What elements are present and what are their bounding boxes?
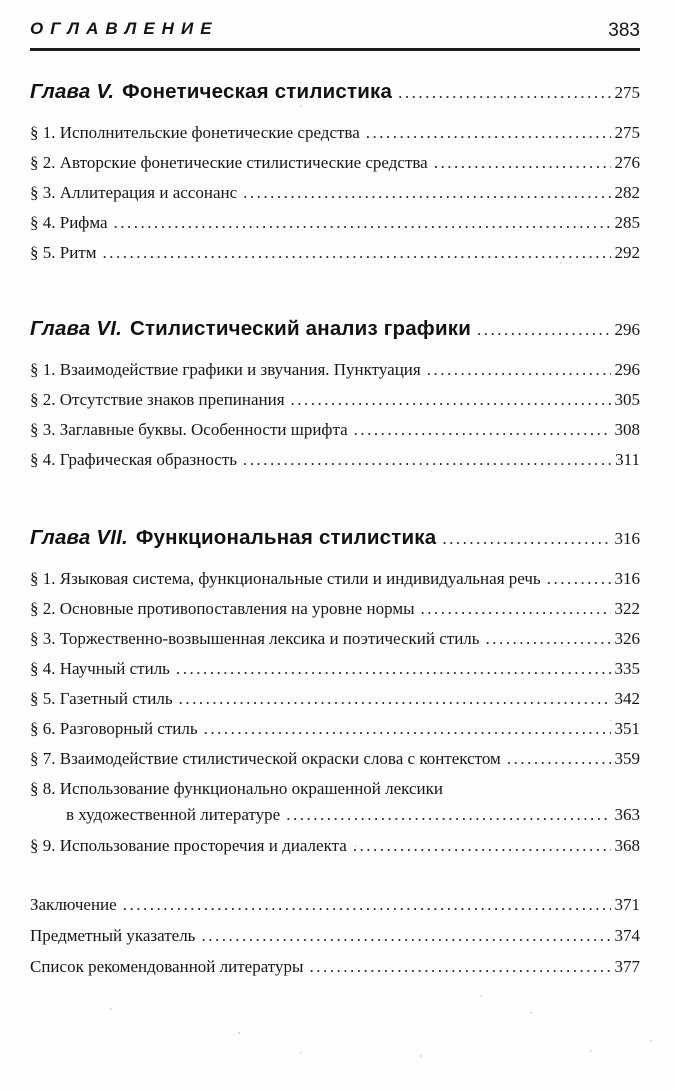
entry-page-ref: 351 [614, 719, 640, 738]
entry-title: Графическая образность [59, 450, 238, 469]
toc-entry [30, 714, 640, 744]
entry-page-ref: 359 [614, 749, 640, 768]
chapter-heading-row [30, 523, 640, 554]
chapter-page-ref: 275 [614, 83, 640, 102]
entry-label: § 3. [30, 420, 56, 439]
back-matter-list [30, 889, 640, 982]
entry-label: § 2. [30, 153, 56, 172]
entry-title: Научный стиль [59, 659, 170, 678]
toc-entry [30, 208, 640, 238]
back-matter-title: Список рекомендованной литературы [30, 957, 304, 976]
entry-page-ref: 282 [614, 183, 640, 202]
toc-entry [30, 654, 640, 684]
back-matter-title: Предметный указатель [30, 926, 196, 945]
chapter-heading-row [30, 314, 640, 345]
entry-page-ref: 292 [614, 243, 640, 262]
dot-leader [366, 118, 611, 148]
entry-title: Ритм [59, 243, 97, 262]
dot-leader [103, 238, 611, 268]
entry-title: Отсутствие знаков препинания [59, 390, 285, 409]
toc-entry-line [30, 355, 640, 385]
entry-title: Взаимодействие графики и звучания. Пунктуация [59, 360, 421, 379]
chapter-page-ref: 296 [614, 320, 640, 339]
dot-leader [547, 564, 611, 594]
entry-page-ref: 316 [614, 569, 640, 588]
toc-chapters [30, 77, 640, 861]
toc-entry-line [30, 684, 640, 714]
toc-entry-line [30, 594, 640, 624]
entry-label: § 5. [30, 689, 56, 708]
dot-leader [114, 208, 611, 238]
toc-entry [30, 178, 640, 208]
toc-chapter-group [30, 314, 640, 475]
entry-title: Аллитерация и ассонанс [59, 183, 238, 202]
back-matter-title: Заключение [30, 895, 117, 914]
toc-entry [30, 148, 640, 178]
toc-chapter-group [30, 523, 640, 861]
toc-entry-line [30, 831, 640, 861]
entry-title: Заглавные буквы. Особенности шрифта [59, 420, 348, 439]
dot-leader [243, 445, 611, 475]
dot-leader [421, 594, 611, 624]
chapter-entries [30, 564, 640, 861]
entry-page-ref: 342 [614, 689, 640, 708]
dot-leader [442, 524, 610, 554]
toc-entry [30, 385, 640, 415]
toc-entry [30, 118, 640, 148]
entry-page-ref: 335 [614, 659, 640, 678]
toc-entry-line [30, 445, 640, 475]
toc-entry-line [30, 564, 640, 594]
toc-entry-line [30, 385, 640, 415]
entry-title: Использование функционально окрашенной лексики [59, 779, 444, 798]
entry-page-ref: 276 [614, 153, 640, 172]
entry-title: Разговорный стиль [59, 719, 198, 738]
entry-title: Рифма [59, 213, 108, 232]
toc-entry [30, 594, 640, 624]
entry-page-ref: 322 [614, 599, 640, 618]
back-matter-entry [30, 889, 640, 920]
toc-entry-line [30, 415, 640, 445]
back-matter-page-ref: 374 [614, 926, 640, 945]
toc-entry [30, 564, 640, 594]
back-matter-page-ref: 377 [614, 957, 640, 976]
toc-entry-line [30, 654, 640, 684]
entry-label: § 1. [30, 569, 56, 588]
dot-leader [477, 315, 610, 345]
entry-title: Языковая система, функциональные стили и индивидуальная речь [59, 569, 541, 588]
chapter-title: Функциональная стилистика [135, 526, 437, 549]
entry-page-ref: 275 [614, 123, 640, 142]
dot-leader [354, 415, 611, 445]
toc-entry [30, 624, 640, 654]
entry-page-ref: 326 [614, 629, 640, 648]
dot-leader [123, 889, 611, 920]
entry-page-ref: 308 [614, 420, 640, 439]
current-page-number: 383 [608, 20, 640, 41]
entry-title-continued: в художественной литературе [66, 805, 281, 824]
scan-noise [0, 0, 2, 2]
dot-leader [176, 654, 611, 684]
chapter-title: Стилистический анализ графики [129, 317, 472, 340]
dot-leader [291, 385, 611, 415]
toc-chapter-group [30, 77, 640, 268]
toc-entry-line [30, 238, 640, 268]
entry-page-ref: 285 [614, 213, 640, 232]
toc-entry-line [30, 148, 640, 178]
toc-entry [30, 415, 640, 445]
entry-page-ref: 311 [615, 450, 640, 469]
dot-leader [353, 831, 611, 861]
toc-entry-line [30, 714, 640, 744]
dot-leader [507, 744, 611, 774]
toc-entry-line [30, 178, 640, 208]
chapter-label: Глава VII. [30, 526, 128, 549]
entry-label: § 4. [30, 213, 56, 232]
dot-leader [486, 624, 611, 654]
entry-label: § 5. [30, 243, 56, 262]
toc-entry-line [30, 624, 640, 654]
entry-title: Исполнительские фонетические средства [59, 123, 360, 142]
entry-label: § 3. [30, 183, 56, 202]
entry-label: § 2. [30, 390, 56, 409]
dot-leader [204, 714, 611, 744]
page-title: ОГЛАВЛЕНИЕ [30, 19, 219, 38]
chapter-entries [30, 118, 640, 268]
entry-label: § 1. [30, 360, 56, 379]
chapter-label: Глава V. [30, 80, 115, 103]
toc-entry [30, 355, 640, 385]
chapter-page-ref: 316 [614, 529, 640, 548]
entry-title: Авторские фонетические стилистические средства [59, 153, 428, 172]
dot-leader [309, 951, 610, 982]
chapter-entries [30, 355, 640, 475]
dot-leader [398, 78, 610, 108]
chapter-label: Глава VI. [30, 317, 123, 340]
entry-label: § 9. [30, 836, 56, 855]
chapter-title: Фонетическая стилистика [122, 80, 393, 103]
toc-entry-line [30, 208, 640, 238]
toc-entry [30, 774, 640, 828]
entry-page-ref: 296 [614, 360, 640, 379]
toc-entry [30, 831, 640, 861]
toc-entry [30, 445, 640, 475]
entry-label: § 4. [30, 450, 56, 469]
entry-title: Использование просторечия и диалекта [59, 836, 347, 855]
dot-leader [179, 684, 611, 714]
toc-entry-line-continued [30, 802, 640, 828]
entry-label: § 7. [30, 749, 56, 768]
entry-label: § 6. [30, 719, 56, 738]
dot-leader [434, 148, 611, 178]
toc-entry [30, 684, 640, 714]
back-matter-page-ref: 371 [614, 895, 640, 914]
dot-leader [427, 355, 611, 385]
entry-label: § 4. [30, 659, 56, 678]
dot-leader [243, 178, 610, 208]
entry-title: Торжественно-возвышенная лексика и поэтический стиль [59, 629, 480, 648]
toc-entry-line [30, 774, 640, 804]
entry-page-ref: 305 [614, 390, 640, 409]
entry-page-ref: 368 [614, 836, 640, 855]
back-matter-entry [30, 951, 640, 982]
back-matter-entry [30, 920, 640, 951]
entry-label: § 2. [30, 599, 56, 618]
entry-label: § 8. [30, 779, 56, 798]
toc-entry [30, 744, 640, 774]
toc-entry-line [30, 744, 640, 774]
toc-entry-line [30, 118, 640, 148]
toc-entry [30, 238, 640, 268]
chapter-heading-row [30, 77, 640, 108]
entry-label: § 3. [30, 629, 56, 648]
entry-title: Взаимодействие стилистической окраски слова с контекстом [59, 749, 501, 768]
dot-leader [201, 920, 610, 951]
entry-title: Основные противопоставления на уровне нормы [59, 599, 415, 618]
page-header [30, 18, 640, 51]
entry-title: Газетный стиль [59, 689, 173, 708]
dot-leader [286, 802, 610, 828]
entry-label: § 1. [30, 123, 56, 142]
entry-page-ref: 363 [614, 805, 640, 824]
